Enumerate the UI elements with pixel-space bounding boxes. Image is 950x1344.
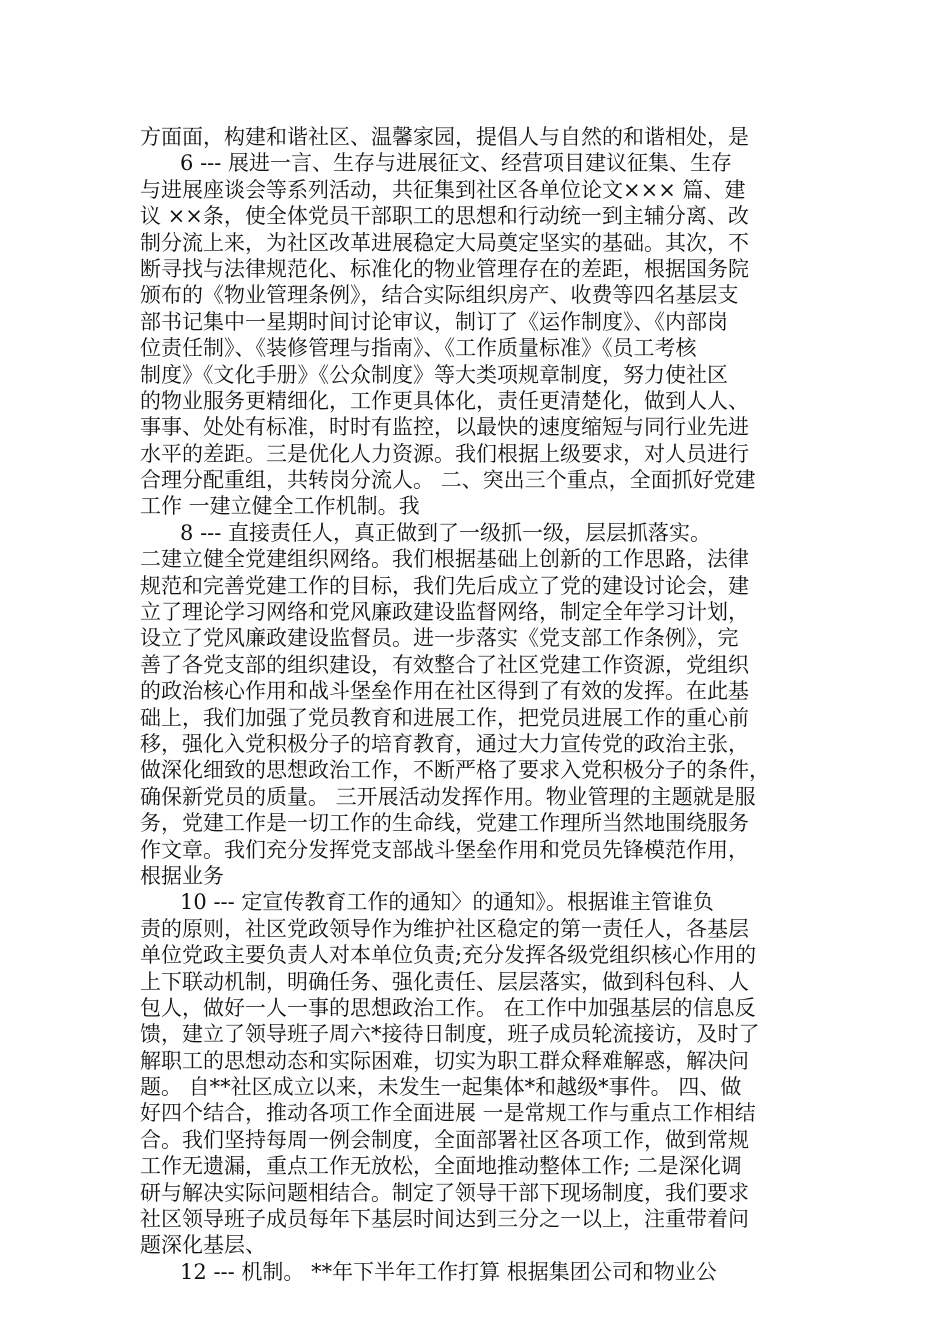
text-line: 制分流上来，为社区改革进展稳定大局奠定坚实的基础。其次，不 xyxy=(140,230,749,255)
text-line: 制度》《文化手册》《公众制度》等大类项规章制度，努力使社区 xyxy=(140,362,728,387)
text-line: 合理分配重组，共转岗分流人。 二、突出三个重点，全面抓好党建 xyxy=(140,468,756,493)
text-line: 立了理论学习网络和党风廉政建设监督网络，制定全年学习计划， xyxy=(140,600,749,625)
text-line: 部书记集中一星期时间讨论审议，制订了《运作制度》、《内部岗 xyxy=(140,309,728,334)
text-line: 做深化细致的思想政治工作，不断严格了要求入党积极分子的条件， xyxy=(140,758,770,783)
text-line: 好四个结合，推动各项工作全面进展 一是常规工作与重点工作相结 xyxy=(140,1101,756,1126)
text-line: 工作 一建立健全工作机制。我 xyxy=(140,494,420,519)
text-line: 水平的差距。三是优化人力资源。我们根据上级要求，对人员进行 xyxy=(140,441,749,466)
text-line: 作文章。我们充分发挥党支部战斗堡垒作用和党员先锋模范作用， xyxy=(140,837,749,862)
text-line: 确保新党员的质量。 三开展活动发挥作用。物业管理的主题就是服 xyxy=(140,784,756,809)
text-line: 方面面，构建和谐社区、温馨家园，提倡人与自然的和谐相处，是 xyxy=(140,125,749,149)
text-line: 设立了党风廉政建设监督员。进一步落实《党支部工作条例》，完 xyxy=(140,626,739,651)
text-line: 善了各党支部的组织建设，有效整合了社区党建工作资源，党组织 xyxy=(140,652,749,677)
text-line: 颁布的《物业管理条例》，结合实际组织房产、收费等四名基层支 xyxy=(140,283,739,308)
text-line: 6 --- 展进一言、生存与进展征文、经营项目建议征集、生存 xyxy=(140,151,733,176)
text-line: 合。我们坚持每周一例会制度，全面部署社区各项工作，做到常规 xyxy=(140,1127,749,1152)
text-line: 移，强化入党积极分子的培育教育，通过大力宣传党的政治主张， xyxy=(140,731,749,756)
text-line: 8 --- 直接责任人，真正做到了一级抓一级，层层抓落实。 xyxy=(140,520,712,545)
text-line: 议 ××条，使全体党员干部职工的思想和行动统一到主辅分离、改 xyxy=(140,204,749,229)
text-line: 位责任制》、《装修管理与指南》、《工作质量标准》《员工考核 xyxy=(140,336,697,361)
text-line: 10 --- 定宣传教育工作的通知〉的通知》。根据谁主管谁负 xyxy=(140,890,714,915)
text-line: 二建立健全党建组织网络。我们根据基础上创新的工作思路，法律 xyxy=(140,547,749,572)
text-line: 规范和完善党建工作的目标，我们先后成立了党的建设讨论会，建 xyxy=(140,573,749,598)
text-line: 单位党政主要负责人对本单位负责;充分发挥各级党组织核心作用的 xyxy=(140,943,757,968)
text-line: 责的原则，社区党政领导作为维护社区稳定的第一责任人，各基层 xyxy=(140,916,749,941)
text-line: 的物业服务更精细化，工作更具体化，责任更清楚化，做到人人、 xyxy=(140,388,749,413)
text-line: 工作无遗漏，重点工作无放松，全面地推动整体工作; 二是深化调 xyxy=(140,1154,742,1179)
text-line: 根据业务 xyxy=(140,863,224,888)
text-line: 的政治核心作用和战斗堡垒作用在社区得到了有效的发挥。在此基 xyxy=(140,679,749,704)
document-body-text xyxy=(140,124,820,1285)
text-line: 解职工的思想动态和实际困难，切实为职工群众释难解惑，解决问 xyxy=(140,1048,749,1073)
text-line: 包人，做好一人一事的思想政治工作。 在工作中加强基层的信息反 xyxy=(140,995,756,1020)
text-line: 务，党建工作是一切工作的生命线，党建工作理所当然地围绕服务 xyxy=(140,811,749,836)
text-line: 社区领导班子成员每年下基层时间达到三分之一以上，注重带着问 xyxy=(140,1207,749,1232)
text-line: 础上，我们加强了党员教育和进展工作，把党员进展工作的重心前 xyxy=(140,705,749,730)
text-line: 12 --- 机制。 **年下半年工作打算 根据集团公司和物业公 xyxy=(140,1259,717,1284)
text-line: 题。 自**社区成立以来，未发生一起集体*和越级*事件。 四、做 xyxy=(140,1075,742,1100)
text-line: 馈，建立了领导班子周六*接待日制度，班子成员轮流接访，及时了 xyxy=(140,1022,760,1047)
text-line: 事事、处处有标准，时时有监控，以最快的速度缩短与同行业先进 xyxy=(140,415,749,440)
text-line: 研与解决实际问题相结合。制定了领导干部下现场制度，我们要求 xyxy=(140,1180,749,1205)
text-line: 上下联动机制，明确任务、强化责任、层层落实，做到科包科、人 xyxy=(140,969,749,994)
text-line: 断寻找与法律规范化、标准化的物业管理存在的差距，根据国务院 xyxy=(140,256,749,281)
text-line: 与进展座谈会等系列活动，共征集到社区各单位论文××× 篇、建 xyxy=(140,177,746,202)
text-line: 题深化基层、 xyxy=(140,1233,266,1258)
